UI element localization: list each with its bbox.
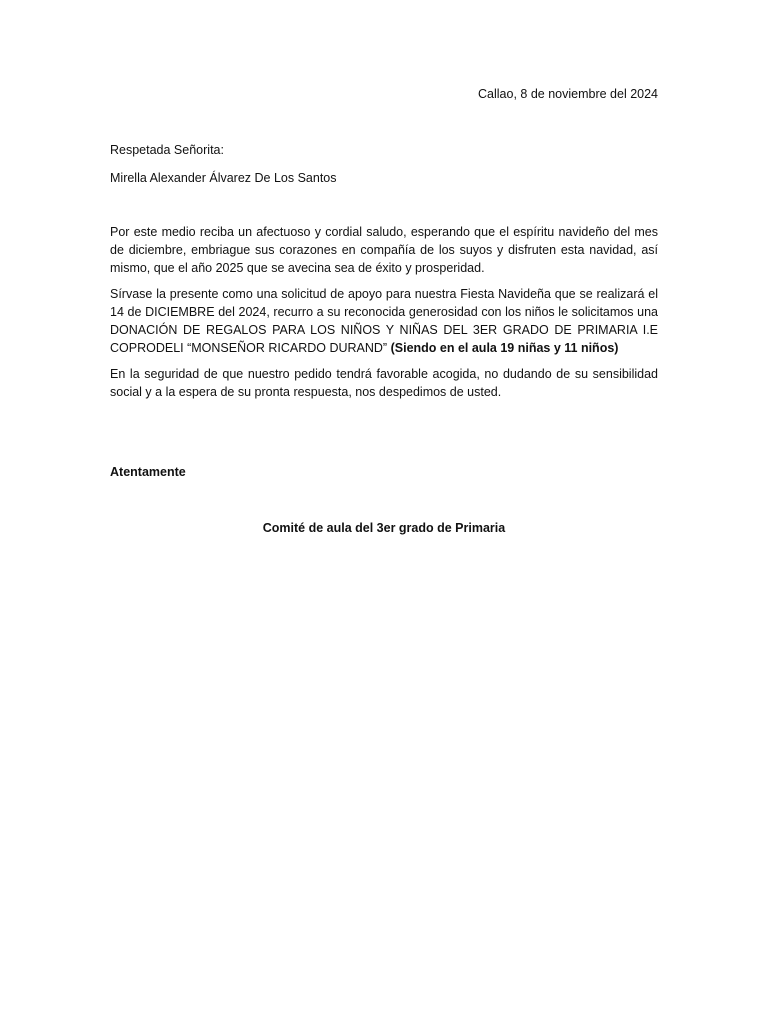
- closing: Atentamente: [110, 465, 186, 479]
- paragraph-request-bold: (Siendo en el aula 19 niñas y 11 niños): [390, 341, 619, 355]
- paragraph-request: [110, 285, 658, 357]
- salutation: Respetada Señorita:: [110, 143, 224, 157]
- paragraph-greeting: Por este medio reciba un afectuoso y cordial saludo, esperando que el espíritu navideño del mes de diciembre, embriague sus corazones en compañía de los suyos y disfruten esta navidad, así mismo, que el año 2025 que se avecina sea de éxito y prosperidad.: [110, 225, 658, 275]
- letter-body: [110, 85, 658, 537]
- signature: Comité de aula del 3er grado de Primaria: [262, 521, 506, 535]
- paragraph-farewell: En la seguridad de que nuestro pedido tendrá favorable acogida, no dudando de su sensibilidad social y a la espera de su pronta respuesta, nos despedimos de usted.: [110, 367, 658, 399]
- letter-date: Callao, 8 de noviembre del 2024: [478, 87, 658, 101]
- paragraph-request-text: Sírvase la presente como una solicitud de apoyo para nuestra Fiesta Navideña que se realizará el 14 de DICIEMBRE del 2024, recurro a su reconocida generosidad con los niños le solicitamos una DONACIÓN DE REGALOS PARA LOS NIÑOS Y NIÑAS DEL 3ER GRADO DE PRIMARIA I.E COPRODELI “MONSEÑOR RICARDO DURAND”: [110, 287, 658, 355]
- recipient-name: Mirella Alexander Álvarez De Los Santos: [110, 171, 337, 185]
